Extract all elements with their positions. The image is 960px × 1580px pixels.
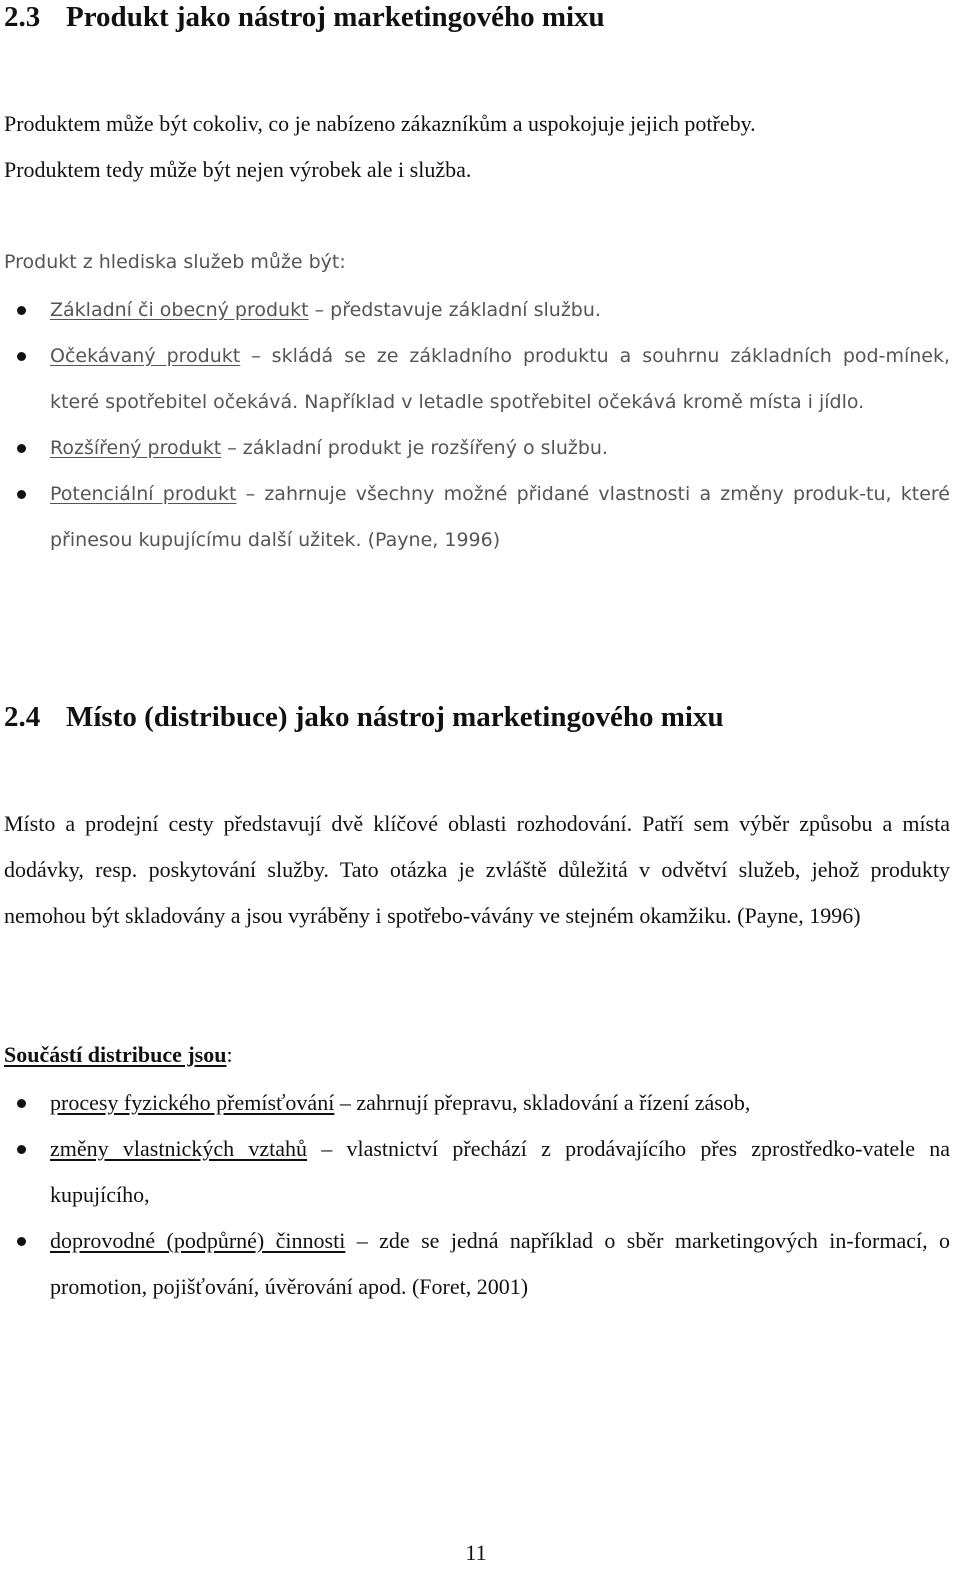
term: Očekávaný produkt	[50, 345, 241, 367]
intro-line-2: Produktem tedy může být nejen výrobek ale i služba.	[4, 157, 472, 182]
bullet-icon	[17, 1099, 26, 1108]
bullet-icon	[17, 1145, 26, 1154]
item-text: – vlastnictví přechází z prodávajícího přes zprostředko-vatele na kupujícího,	[50, 1136, 950, 1207]
list-item	[0, 1080, 950, 1126]
item-text: – zahrnuje všechny možné přidané vlastnosti a změny produk-tu, které přinesou kupujícímu další užitek. (Payne, 1996)	[50, 483, 950, 551]
section-heading-2-4	[4, 700, 724, 734]
bullet-icon	[17, 306, 26, 315]
list-item	[0, 287, 950, 333]
bullet-icon	[17, 490, 26, 499]
list-item	[0, 1126, 950, 1218]
distribution-components-list	[0, 1080, 950, 1310]
term: Základní či obecný produkt	[50, 299, 309, 321]
bullet-icon	[17, 444, 26, 453]
item-text: – zahrnují přepravu, skladování a řízení zásob,	[334, 1090, 751, 1115]
term: změny vlastnických vztahů	[50, 1136, 307, 1161]
term: Potenciální produkt	[50, 483, 237, 505]
term: doprovodné (podpůrné) činnosti	[50, 1228, 346, 1253]
components-lead	[4, 1032, 950, 1078]
term: Rozšířený produkt	[50, 437, 222, 459]
item-text: – skládá se ze základního produktu a souhrnu základních pod-mínek, které spotřebitel očekává. Například v letadle spotřebitel očekává kromě místa i jídlo.	[50, 345, 951, 413]
list-item	[0, 333, 950, 425]
distribution-paragraph: Místo a prodejní cesty představují dvě klíčové oblasti rozhodování. Patří sem výběr způsobu a místa dodávky, resp. poskytování služby. Tato otázka je zvláště důležitá v odvětví služeb, jehož produkty nemohou být skladovány a jsou vyráběny i spotřebo-vávány ve stejném okamžiku. (Payne, 1996)	[4, 811, 950, 928]
intro-paragraph	[4, 101, 950, 193]
section-title: Místo (distribuce) jako nástroj marketingového mixu	[66, 701, 724, 733]
page-number: 11	[465, 1540, 487, 1565]
list-item	[0, 471, 950, 563]
bullet-icon	[17, 352, 26, 361]
product-types-list	[0, 287, 950, 563]
list-item	[0, 1218, 950, 1310]
intro-line-1: Produktem může být cokoliv, co je nabízeno zákazníkům a uspokojuje jejich potřeby.	[4, 111, 756, 136]
section-number: 2.3	[4, 1, 41, 33]
components-label: Součástí distribuce jsou	[4, 1042, 227, 1067]
item-text: – zde se jedná například o sběr marketingových in-formací, o promotion, pojišťování, úvěrování apod. (Foret, 2001)	[50, 1228, 950, 1299]
item-text: – základní produkt je rozšířený o službu.	[221, 437, 608, 459]
section-heading-2-3	[4, 0, 605, 34]
term: procesy fyzického přemísťování	[50, 1090, 335, 1115]
section-title: Produkt jako nástroj marketingového mixu	[66, 1, 605, 33]
product-lead: Produkt z hlediska služeb může být:	[4, 251, 346, 273]
bullet-icon	[17, 1237, 26, 1246]
item-text: – představuje základní službu.	[308, 299, 601, 321]
list-item	[0, 425, 950, 471]
components-colon: :	[226, 1042, 233, 1067]
section-number: 2.4	[4, 701, 41, 733]
